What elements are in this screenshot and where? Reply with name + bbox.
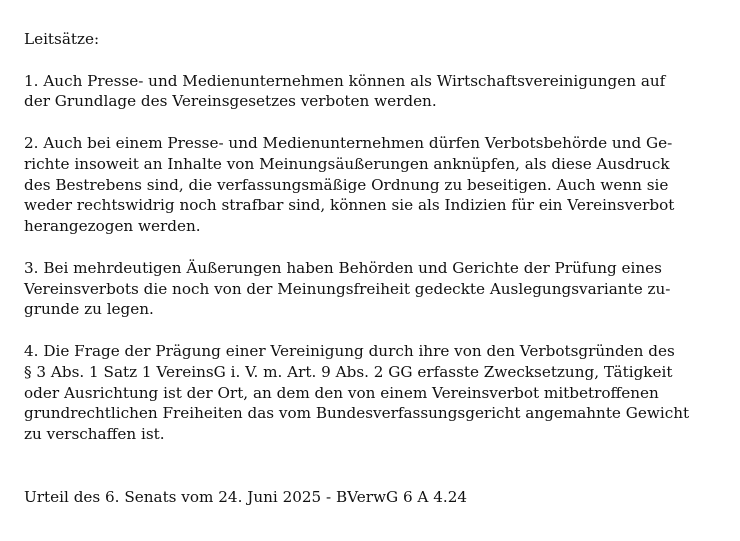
principle-3-line-2: Vereinsverbots die noch von der Meinungsfreiheit gedeckte Auslegungsvariante zu-: [24, 279, 671, 298]
principle-4-line-5: zu verschaffen ist.: [24, 425, 165, 444]
principle-1-line-1: 1. Auch Presse- und Medienunternehmen können als Wirtschaftsvereinigungen auf: [24, 71, 666, 90]
principle-4-line-1: 4. Die Frage der Prägung einer Vereinigung durch ihre von den Verbotsgründen des: [24, 341, 675, 360]
principle-4-line-3: oder Ausrichtung ist der Ort, an dem den von einem Vereinsverbot mitbetroffenen: [24, 383, 659, 402]
heading-leitsaetze: Leitsätze:: [24, 30, 100, 48]
principle-3-line-1: 3. Bei mehrdeutigen Äußerungen haben Behörden und Gerichte der Prüfung eines: [24, 258, 662, 277]
citation-line: Urteil des 6. Senats vom 24. Juni 2025 - BVerwG 6 A 4.24: [24, 487, 468, 506]
principle-1-line-2: der Grundlage des Vereinsgesetzes verboten werden.: [24, 92, 437, 111]
principle-2-line-2: richte insoweit an Inhalte von Meinungsäußerungen anknüpfen, als diese Ausdruck: [24, 154, 670, 173]
principle-2-line-3: des Bestrebens sind, die verfassungsmäßige Ordnung zu beseitigen. Auch wenn sie: [24, 175, 669, 194]
principle-2-line-5: herangezogen werden.: [24, 217, 201, 236]
document-page: [24, 29, 724, 507]
principle-4-line-4: grundrechtlichen Freiheiten das vom Bundesverfassungsgericht angemahnte Gewicht: [24, 404, 690, 423]
principle-4-line-2: § 3 Abs. 1 Satz 1 VereinsG i. V. m. Art. 9 Abs. 2 GG erfasste Zwecksetzung, Tätigkeit: [24, 362, 673, 381]
principle-4: [24, 341, 724, 445]
principle-2: [24, 133, 724, 237]
principle-2-line-1: 2. Auch bei einem Presse- und Medienunternehmen dürfen Verbotsbehörde und Ge-: [24, 133, 673, 152]
principle-2-line-4: weder rechtswidrig noch strafbar sind, können sie als Indizien für ein Vereinsverbot: [24, 196, 675, 215]
principle-1: [24, 71, 724, 113]
principle-3: [24, 258, 724, 320]
principle-3-line-3: grunde zu legen.: [24, 300, 154, 319]
